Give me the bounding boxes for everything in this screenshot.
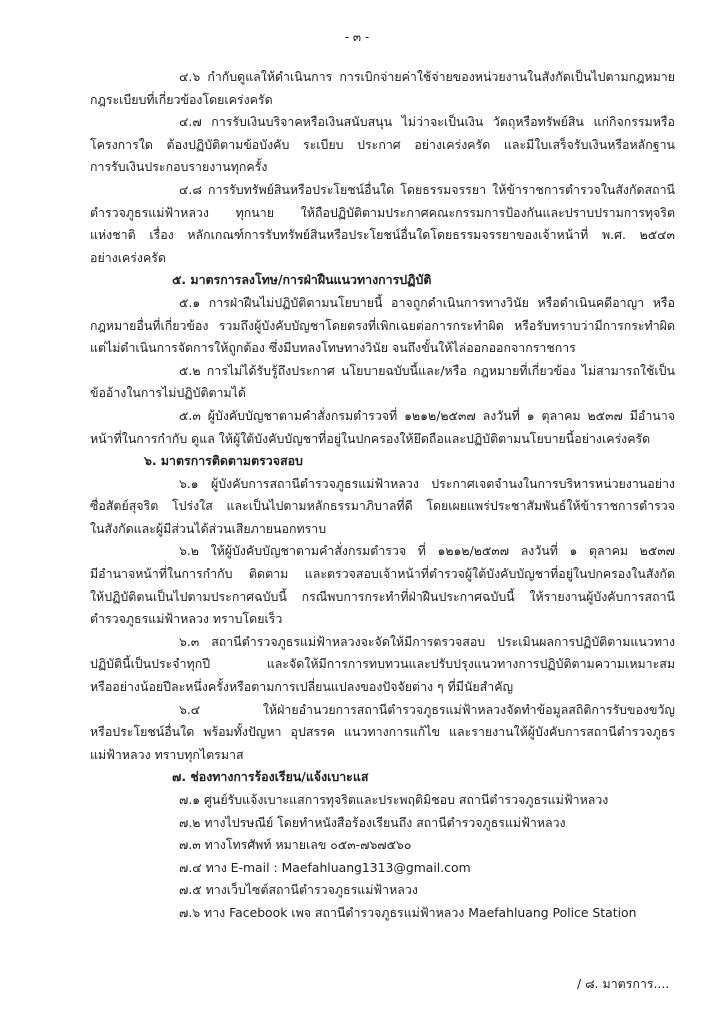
section-heading: ๕. มาตรการลงโทษ/การฝ่าฝืนแนวทางการปฏิบัติ: [172, 272, 432, 288]
section-heading: ๖. มาตรการติดตามตรวจสอบ: [144, 453, 303, 469]
paragraph-line: ๗.๒ ทางไปรษณีย์ โดยทำหนังสือร้องเรียนถึง สถานีตำรวจภูธรแม่ฟ้าหลวง: [179, 814, 566, 830]
paragraph-line: ตำรวจภูธรแม่ฟ้าหลวง ทุกนาย ให้ถือปฏิบัติตามประกาศคณะกรรมการป้องกันและปราบปรามการทุจริต: [90, 204, 675, 220]
paragraph-line: ๖.๓ สถานีตำรวจภูธรแม่ฟ้าหลวงจะจัดให้มีการตรวจสอบ ประเมินผลการปฏิบัติตามแนวทาง: [179, 633, 675, 649]
document-body: [90, 66, 675, 925]
paragraph-line: ข้ออ้างในการไม่ปฏิบัติตามได้: [90, 385, 246, 401]
paragraph-line: แต่ไม่ดำเนินการจัดการให้ถูกต้อง ซึ่งมีบทลงโทษทางวินัย จนถึงขั้นให้ไล่ออกออกจากราชการ: [90, 340, 576, 356]
paragraph-line: อย่างเคร่งครัด: [90, 249, 166, 265]
paragraph-line: หรืออย่างน้อยปีละหนึ่งครั้งหรือตามการเปลี่ยนแปลงของปัจจัยต่าง ๆ ที่มีนัยสำคัญ: [90, 679, 514, 695]
paragraph-line: แห่งชาติ เรื่อง หลักเกณฑ์การรับทรัพย์สินหรือประโยชน์อื่นใดโดยธรรมจรรยาของเจ้าหน้าที่ พ.ศ. ๒๕๔๓: [90, 227, 675, 243]
page-number: - ๓ -: [344, 30, 370, 44]
paragraph-line: ๖.๔ ให้ฝ่ายอำนวยการสถานีตำรวจภูธรแม่ฟ้าหลวงจัดทำข้อมูลสถิติการรับของขวัญ: [179, 701, 675, 717]
paragraph-line: ๗.๕ ทางเว็บไซต์สถานีตำรวจภูธรแม่ฟ้าหลวง: [179, 882, 418, 898]
paragraph-line: ในสังกัดและผู้มีส่วนได้ส่วนเสียภายนอกทราบ: [90, 520, 327, 536]
paragraph-line: หรือประโยชน์อื่นใด พร้อมทั้งปัญหา อุปสรรค แนวทางการแก้ไข และรายงานให้ผู้บังคับการสถานีตำรวจภูธร: [90, 724, 675, 740]
paragraph-line: ๗.๖ ทาง Facebook เพจ สถานีตำรวจภูธรแม่ฟ้าหลวง Maefahluang Police Station: [179, 904, 637, 920]
paragraph-line: ๕.๑ การฝ่าฝืนไม่ปฏิบัติตามนโยบายนี้ อาจถูกดำเนินการทางวินัย หรือดำเนินคดีอาญา หรือ: [179, 294, 675, 310]
section-heading: ๗. ช่องทางการร้องเรียน/แจ้งเบาะแส: [172, 769, 369, 785]
paragraph-line: ตำรวจภูธรแม่ฟ้าหลวง ทราบโดยเร็ว: [90, 611, 283, 627]
paragraph-line: ๕.๓ ผู้บังคับบัญชาตามคำสั่งกรมตำรวจที่ ๑๒๑๒/๒๕๓๗ ลงวันที่ ๑ ตุลาคม ๒๕๓๗ มีอำนาจ: [179, 407, 675, 423]
paragraph-line: ปฏิบัตินี้เป็นประจำทุกปี และจัดให้มีการการทบทวนและปรับปรุงแนวทางการปฏิบัติตามความเหมาะสม: [90, 656, 675, 672]
paragraph-line: ซื่อสัตย์สุจริต โปร่งใส และเป็นไปตามหลักธรรมาภิบาลที่ดี โดยเผยแพร่ประชาสัมพันธ์ให้ข้าราชการตำรวจ: [90, 498, 675, 514]
paragraph-line: ๖.๑ ผู้บังคับการสถานีตำรวจภูธรแม่ฟ้าหลวง ประกาศเจตจำนงในการบริหารหน่วยงานอย่าง: [179, 475, 675, 491]
paragraph-line: มีอำนาจหน้าที่ในการกำกับ ติดตาม และตรวจสอบเจ้าหน้าที่ตำรวจผู้ใต้บังคับบัญชาที่อยู่ในปกครองในสังกัด: [90, 566, 675, 582]
paragraph-line: ๗.๔ ทาง E-mail : Maefahluang1313@gmail.com: [179, 859, 471, 875]
paragraph-line: ๔.๗ การรับเงินบริจาคหรือเงินสนับสนุน ไม่ว่าจะเป็นเงิน วัตถุหรือทรัพย์สิน แก่กิจกรรมหรือ: [179, 114, 675, 130]
paragraph-line: ๔.๘ การรับทรัพย์สินหรือประโยชน์อื่นใด โดยธรรมจรรยา ให้ข้าราชการตำรวจในสังกัดสถานี: [179, 181, 675, 197]
paragraph-line: หน้าที่ในการกำกับ ดูแล ให้ผู้ใต้บังคับบัญชาที่อยู่ในปกครองให้ยึดถือและปฏิบัติตามนโยบายนี้อย่างเคร่งครัด: [90, 430, 651, 446]
paragraph-line: การรับเงินประกอบรายงานทุกครั้ง: [90, 159, 268, 175]
paragraph-line: แม่ฟ้าหลวง ทราบทุกไตรมาส: [90, 746, 244, 762]
continuation-note: / ๘. มาตรการ....: [577, 976, 670, 991]
paragraph-line: ๗.๑ ศูนย์รับแจ้งเบาะแสการทุจริตและประพฤติมิชอบ สถานีตำรวจภูธรแม่ฟ้าหลวง: [179, 792, 609, 807]
paragraph-line: ๖.๒ ให้ผู้บังคับบัญชาตามคำสั่งกรมตำรวจ ที่ ๑๒๑๒/๒๕๓๗ ลงวันที่ ๑ ตุลาคม ๒๕๓๗: [179, 543, 675, 559]
paragraph-line: กฎหมายอื่นที่เกี่ยวข้อง รวมถึงผู้บังคับบัญชาโดยตรงที่เพิกเฉยต่อการกระทำผิด หรือรับทราบว่ามีการกระทำผิด: [90, 317, 675, 333]
paragraph-line: ๕.๒ การไม่ได้รับรู้ถึงประกาศ นโยบายฉบับนี้และ/หรือ กฎหมายที่เกี่ยวข้อง ไม่สามารถใช้เป็น: [179, 362, 675, 378]
paragraph-line: ๗.๓ ทางโทรศัพท์ หมายเลข ๐๕๓-๗๖๗๕๖๐: [179, 837, 412, 853]
paragraph-line: กฎระเบียบที่เกี่ยวข้องโดยเคร่งครัด: [90, 91, 273, 107]
paragraph-line: โครงการใด ต้องปฏิบัติตามข้อบังคับ ระเบียบ ประกาศ อย่างเคร่งครัด และมีใบเสร็จรับเงินหรือหลักฐาน: [90, 136, 675, 152]
paragraph-line: ให้ปฏิบัติตนเป็นไปตามประกาศฉบับนี้ กรณีพบการกระทำที่ฝ่าฝืนประกาศฉบับนี้ ให้รายงานผู้บังคับการสถานี: [90, 588, 675, 604]
paragraph-line: ๔.๖ กำกับดูแลให้ดำเนินการ การเบิกจ่ายค่าใช้จ่ายของหน่วยงานในสังกัดเป็นไปตามกฎหมาย: [179, 69, 675, 84]
